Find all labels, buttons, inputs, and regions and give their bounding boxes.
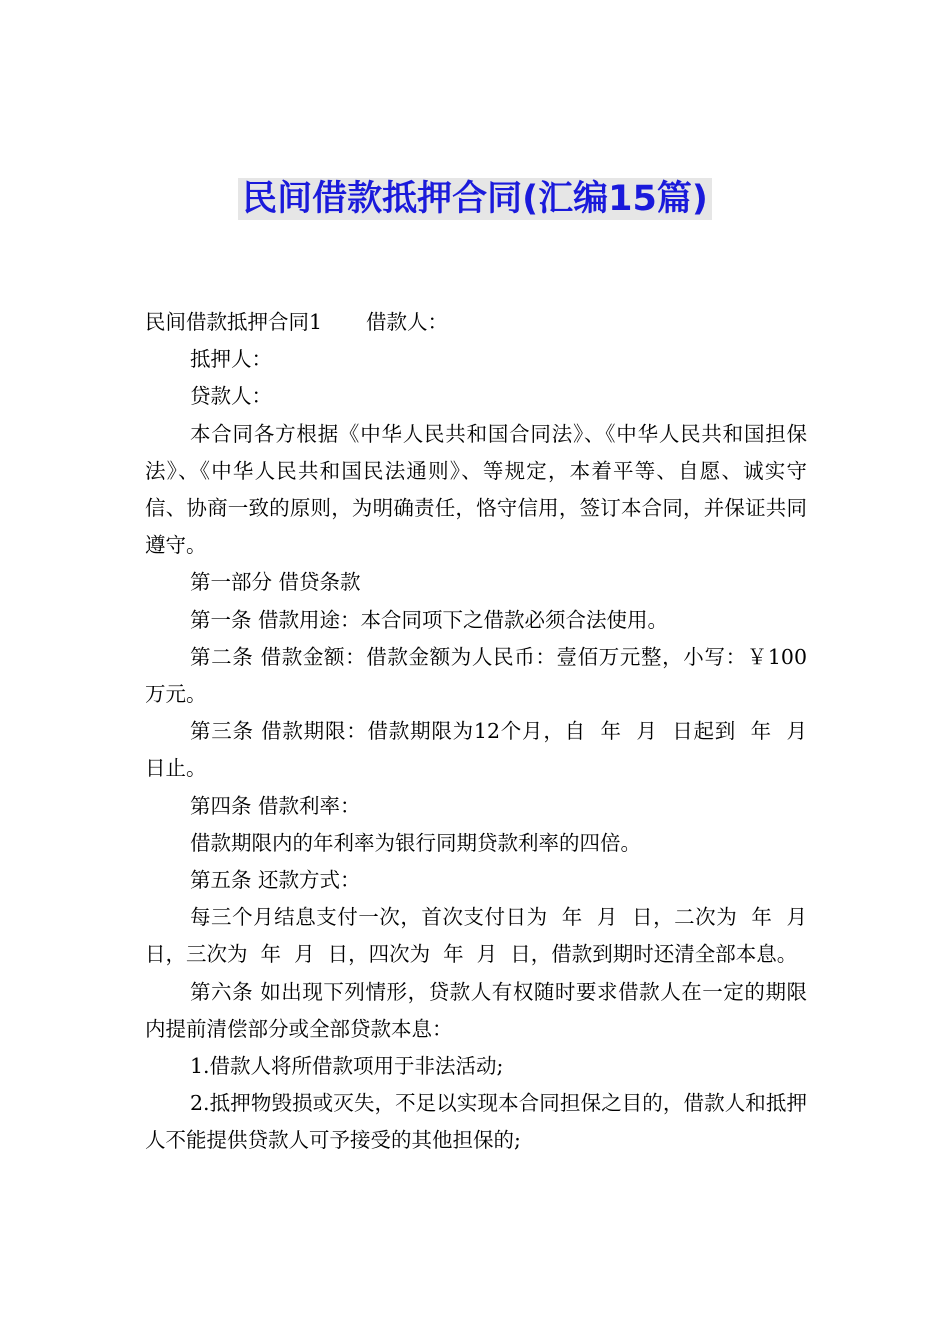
contract-heading: 民间借款抵押合同1 xyxy=(145,310,323,334)
document-body xyxy=(145,304,821,1160)
preamble-paragraph: 本合同各方根据《中华人民共和国合同法》、《中华人民共和国担保法》、《中华人民共和国民法通则》、等规定，本着平等、自愿、诚实守信、协商一致的原则，为明确责任，恪守信用，签订本合同，并保证共同遵守。 xyxy=(145,421,807,558)
article-6-item-1: 1.借款人将所借款项用于非法活动; xyxy=(190,1054,504,1079)
article-6: 第六条 如出现下列情形，贷款人有权随时要求借款人在一定的期限内提前清偿部分或全部贷款本息： xyxy=(145,979,807,1041)
part-one-heading: 第一部分 借贷条款 xyxy=(190,570,361,595)
document-title: 民间借款抵押合同(汇编15篇) xyxy=(238,178,712,220)
article-5-heading: 第五条 还款方式： xyxy=(190,868,361,893)
article-5-body: 每三个月结息支付一次，首次支付日为 年 月 日，二次为 年 月 日，三次为 年 月 日，四次为 年 月 日，借款到期时还清全部本息。 xyxy=(145,905,821,967)
borrower-label: 借款人： xyxy=(366,310,449,334)
article-4-body: 借款期限内的年利率为银行同期贷款利率的四倍。 xyxy=(190,830,641,855)
article-6-item-2: 2.抵押物毁损或灭失，不足以实现本合同担保之目的，借款人和抵押人不能提供贷款人可予接受的其他担保的; xyxy=(145,1091,807,1153)
article-4-heading: 第四条 借款利率： xyxy=(190,793,361,818)
article-2: 第二条 借款金额：借款金额为人民币：壹佰万元整，小写：￥100万元。 xyxy=(145,644,807,707)
article-3: 第三条 借款期限：借款期限为12个月，自 年 月 日起到 年 月 日止。 xyxy=(145,719,821,781)
lender-line: 贷款人： xyxy=(190,384,272,409)
article-1: 第一条 借款用途：本合同项下之借款必须合法使用。 xyxy=(190,607,669,632)
title-wrap xyxy=(0,178,950,220)
mortgagor-line: 抵押人： xyxy=(190,347,272,372)
contract-heading-line xyxy=(145,304,807,341)
